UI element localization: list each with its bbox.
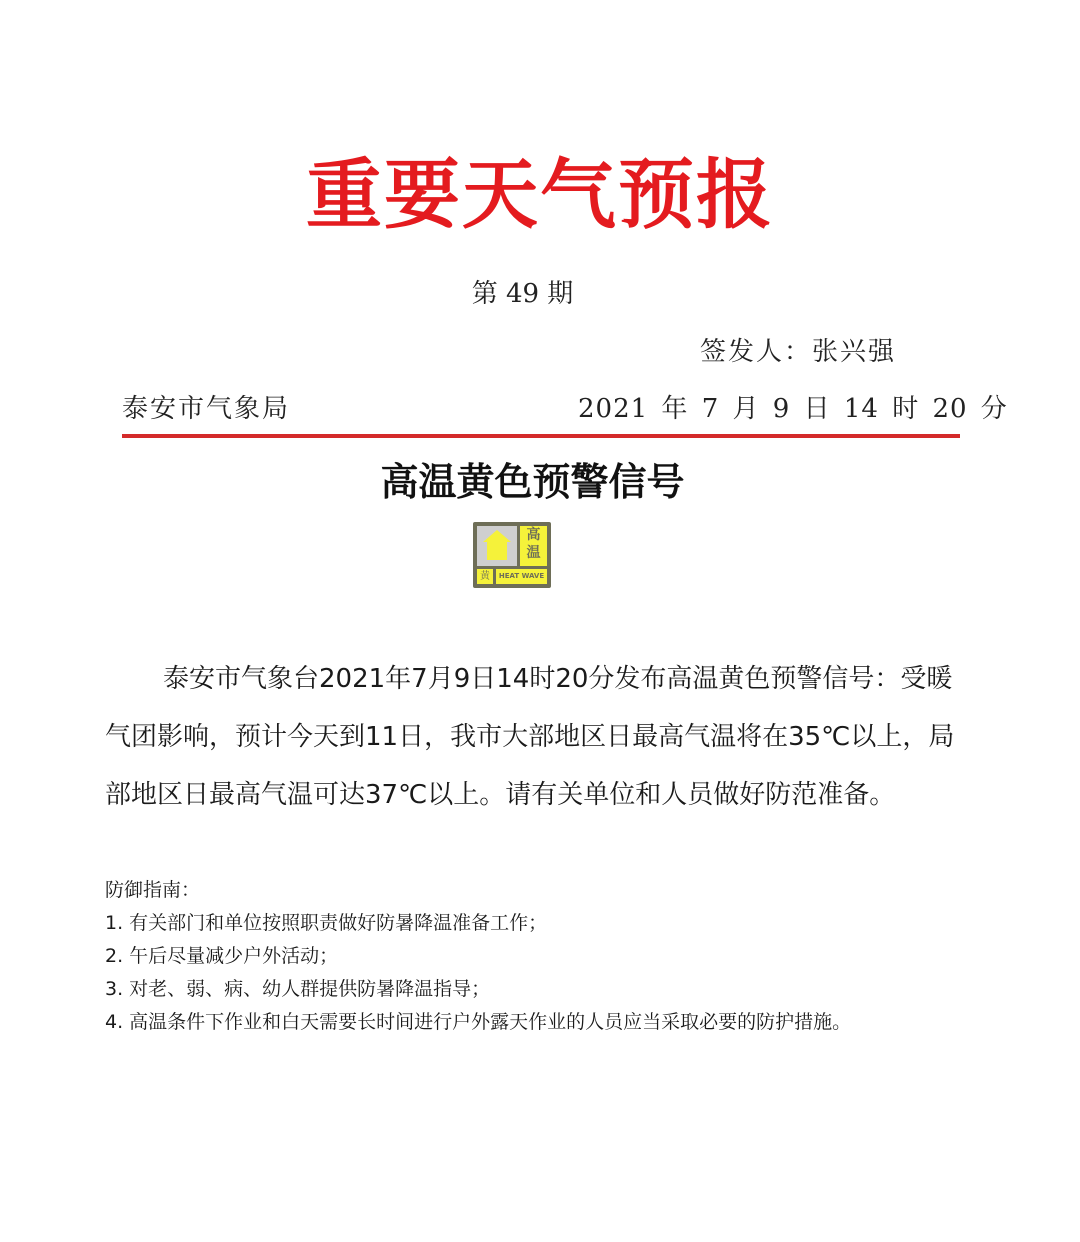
heat-wave-yellow-signal-icon	[473, 522, 551, 588]
guide-item: 1. 有关部门和单位按照职责做好防暑降温准备工作；	[105, 912, 548, 934]
alert-title: 高温黄色预警信号	[380, 459, 685, 504]
masthead-title: 重要天气预报	[306, 150, 774, 239]
signer-name: 张兴强	[812, 337, 897, 367]
guide-item: 2. 午后尽量减少户外活动；	[105, 945, 339, 967]
guide-item: 3. 对老、弱、病、幼人群提供防暑降温指导；	[105, 978, 491, 1000]
alert-body	[105, 650, 955, 824]
signal-chinese-label: 高 温	[520, 526, 547, 566]
guide-heading: 防御指南：	[105, 879, 201, 901]
header-divider	[122, 434, 960, 438]
signer-label: 签发人：	[700, 337, 813, 367]
signal-english-label: HEAT WAVE	[496, 569, 547, 584]
alert-paragraph: 泰安市气象台2021年7月9日14时20分发布高温黄色预警信号：受暖气团影响，预计今天到11日，我市大部地区日最高气温将在35℃以上，局部地区日最高气温可达37℃以上。请有关单位和人员做好防范准备。	[105, 664, 955, 810]
defense-guide	[105, 874, 955, 1039]
signal-level-label: 黄	[477, 569, 493, 584]
signer	[700, 334, 896, 370]
issue-datetime: 2021 年 7 月 9 日 14 时 20 分	[578, 394, 1008, 424]
issuing-organization: 泰安市气象局	[122, 394, 291, 424]
house-sun-icon	[477, 526, 517, 566]
issue-number: 第 49 期	[471, 279, 574, 309]
guide-item: 4. 高温条件下作业和白天需要长时间进行户外露天作业的人员应当采取必要的防护措施。	[105, 1011, 852, 1033]
